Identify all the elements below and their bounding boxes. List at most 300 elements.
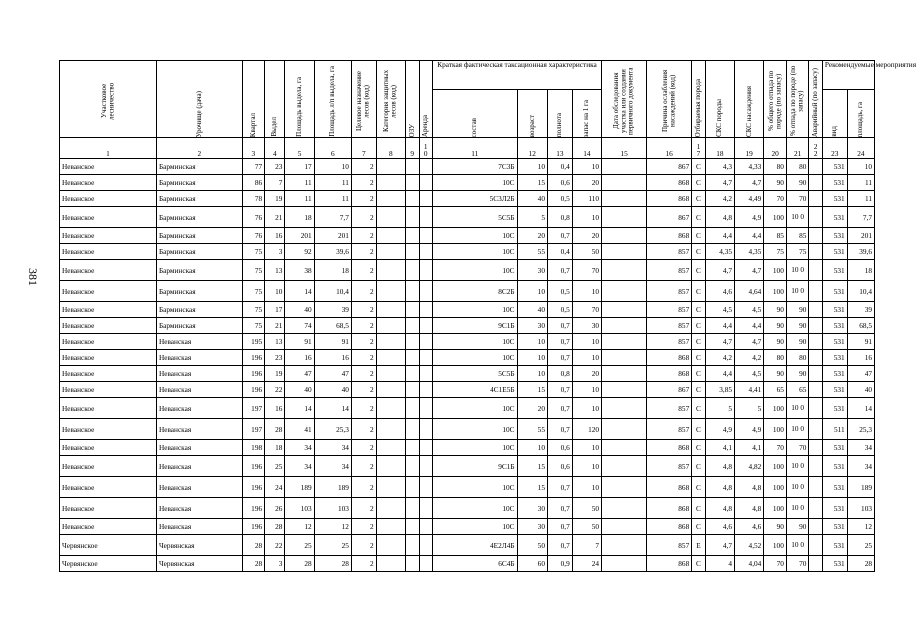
table-cell [376,382,405,398]
table-cell: 0,4 [547,159,572,175]
table-cell [405,334,419,350]
table-cell: 20 [517,228,547,244]
table-cell: 196 [242,477,265,498]
table-cell: 18 [847,260,874,281]
table-cell: 17 [285,159,314,175]
table-cell: 10 0 [786,281,809,302]
table-cell [376,159,405,175]
column-number: 2 [156,138,242,159]
table-cell: 16 [265,228,285,244]
table-row [60,440,875,456]
table-cell: Неванская [156,419,242,440]
table-cell: 868 [647,440,692,456]
header-cell: Площадь выдела, га [285,61,314,138]
table-cell: 4,41 [735,382,764,398]
table-cell: 30 [517,318,547,334]
table-cell: 531 [822,207,847,228]
table-cell: 10С [433,334,518,350]
table-cell: 3 [265,556,285,572]
table-cell [376,350,405,366]
table-cell [419,556,433,572]
header-cell: % отпада по породе (по запасу) [786,61,809,138]
table-cell: Барминская [156,159,242,175]
table-cell: С [692,175,706,191]
table-cell: С [692,440,706,456]
table-cell: 531 [822,519,847,535]
table-cell: 867 [647,159,692,175]
table-cell: 10 0 [786,498,809,519]
table-cell: 10С [433,228,518,244]
table-cell: 10 [572,350,601,366]
table-cell: 15 [517,382,547,398]
table-cell [419,535,433,556]
table-cell: 78 [242,191,265,207]
table-cell: 10С [433,350,518,366]
table-cell: 80 [786,159,809,175]
table-cell: 4,7 [705,535,734,556]
table-cell [809,318,823,334]
table-cell: 13 [265,260,285,281]
table-cell [602,366,647,382]
table-cell: 0,8 [547,207,572,228]
table-cell: Неванское [60,366,157,382]
table-cell: 531 [822,302,847,318]
table-cell [405,191,419,207]
table-cell: 70 [572,302,601,318]
table-cell: 189 [847,477,874,498]
header-cell: % общего отпада по породе (по запасу) [764,61,787,138]
table-cell: 16 [265,398,285,419]
table-cell: 4,6 [735,519,764,535]
table-cell [602,456,647,477]
table-cell [602,556,647,572]
column-number: 18 [705,138,734,159]
table-cell: 10 [572,159,601,175]
table-cell: Червянское [60,535,157,556]
table-cell: 10 [572,281,601,302]
table-row [60,281,875,302]
table-cell: 21 [265,318,285,334]
table-cell: 857 [647,334,692,350]
table-cell [376,302,405,318]
table-cell [602,477,647,498]
table-cell: 18 [314,260,351,281]
table-cell: 531 [822,398,847,419]
table-cell: 0,9 [547,556,572,572]
table-cell: 2 [351,281,376,302]
table-cell [809,302,823,318]
table-cell: 2 [351,175,376,191]
table-cell [419,519,433,535]
table-cell: 0,7 [547,419,572,440]
table-cell: 0,7 [547,398,572,419]
table-cell [419,440,433,456]
table-cell: 90 [764,175,787,191]
table-cell: 103 [314,498,351,519]
table-cell: 12 [847,519,874,535]
table-cell: 201 [847,228,874,244]
table-cell: 17 [265,302,285,318]
table-cell: 4С1Е5Б [433,382,518,398]
table-cell [809,191,823,207]
table-cell [419,334,433,350]
table-cell: 196 [242,456,265,477]
table-cell: 25,3 [314,419,351,440]
header-cell: СКС породы [705,61,734,138]
table-cell: 4,8 [705,456,734,477]
table-cell: 10 [517,159,547,175]
table-cell: 4,9 [705,419,734,440]
table-cell: 4,6 [705,281,734,302]
table-cell: 4,7 [735,260,764,281]
table-cell: 65 [786,382,809,398]
table-cell: 90 [786,366,809,382]
table-cell: 4,7 [705,175,734,191]
table-cell: 90 [786,334,809,350]
table-cell: 10 0 [786,398,809,419]
table-cell: 10 [572,207,601,228]
table-cell: С [692,244,706,260]
table-cell: Барминская [156,281,242,302]
table-cell: 25,3 [847,419,874,440]
table-cell: 9С1Б [433,456,518,477]
table-cell: 75 [242,302,265,318]
table-cell: С [692,350,706,366]
table-cell: 531 [822,228,847,244]
table-cell: Неванская [156,398,242,419]
table-cell: Барминская [156,318,242,334]
table-cell: 7С3Б [433,159,518,175]
table-cell: 39,6 [847,244,874,260]
table-cell: 15 [517,456,547,477]
table-cell: 4,33 [735,159,764,175]
table-cell: 4,7 [735,175,764,191]
table-cell: 4,35 [705,244,734,260]
table-cell [809,398,823,419]
table-cell: Неванская [156,366,242,382]
table-cell: 4,2 [705,191,734,207]
table-cell [405,302,419,318]
table-cell: 4Е2Л4Б [433,535,518,556]
table-cell: 80 [764,350,787,366]
table-cell: 110 [572,191,601,207]
table-cell: 47 [285,366,314,382]
table-cell: 41 [285,419,314,440]
column-number: 15 [602,138,647,159]
table-cell: 7,7 [847,207,874,228]
table-cell [405,382,419,398]
column-number-row [60,138,875,159]
table-cell: 40 [847,382,874,398]
table-cell: 0,6 [547,456,572,477]
table-cell: 4,4 [705,228,734,244]
table-cell: Барминская [156,207,242,228]
table-cell: 90 [764,519,787,535]
table-cell [602,382,647,398]
table-cell: 0,7 [547,535,572,556]
table-cell: 23 [265,350,285,366]
table-cell: 28 [265,519,285,535]
column-number: 2 2 [809,138,823,159]
table-cell [376,366,405,382]
table-body [60,159,875,572]
table-cell: 868 [647,498,692,519]
table-cell [405,419,419,440]
table-cell: 196 [242,382,265,398]
table-cell: 201 [314,228,351,244]
table-cell: 198 [242,440,265,456]
table-cell: 4,5 [735,302,764,318]
table-cell [602,244,647,260]
table-cell: 2 [351,519,376,535]
table-cell: Неванская [156,334,242,350]
table-cell: 90 [786,302,809,318]
table-cell: 14 [285,281,314,302]
table-cell: 531 [822,498,847,519]
table-cell: 34 [285,440,314,456]
table-cell: 531 [822,334,847,350]
table-cell [602,318,647,334]
table-cell [809,244,823,260]
table-cell: 28 [265,419,285,440]
table-cell: 50 [517,535,547,556]
table-cell [376,175,405,191]
table-cell: 868 [647,350,692,366]
table-cell: 16 [847,350,874,366]
table-cell: 4 [705,556,734,572]
table-cell [602,334,647,350]
table-cell: 90 [786,519,809,535]
table-cell: 40 [285,382,314,398]
table-cell: 10С [433,302,518,318]
table-cell: 5 [735,398,764,419]
column-number: 7 [351,138,376,159]
table-cell: 70 [786,556,809,572]
header-cell: Дата обследования участка или создания первичного документа [602,61,647,138]
table-cell: 20 [572,366,601,382]
table-cell: 34 [285,456,314,477]
table-cell: 2 [351,228,376,244]
table-cell: 10 [517,366,547,382]
table-cell: Неванское [60,398,157,419]
header-cell: Выдел [265,61,285,138]
table-cell: 4,5 [735,366,764,382]
table-cell: 4,49 [735,191,764,207]
table-cell [419,382,433,398]
table-cell [376,207,405,228]
table-cell: 0,7 [547,519,572,535]
table-cell: 511 [822,419,847,440]
table-cell: 4,9 [735,419,764,440]
table-cell [419,477,433,498]
table-cell: 0,7 [547,498,572,519]
table-cell: 20 [517,398,547,419]
table-cell [809,440,823,456]
header-cell: Причина ослабления насаждений (код) [647,61,692,138]
table-cell: 0,7 [547,350,572,366]
table-cell: Неванское [60,159,157,175]
table-cell: 868 [647,175,692,191]
table-cell: 50 [572,519,601,535]
table-cell: Неванское [60,477,157,498]
table-cell [376,191,405,207]
table-cell [419,366,433,382]
table-cell: 531 [822,456,847,477]
table-cell: Неванское [60,440,157,456]
table-cell: 4,7 [735,334,764,350]
table-cell: Неванская [156,440,242,456]
table-cell: 100 [764,477,787,498]
table-cell: С [692,477,706,498]
header-cell: Категория защитных лесов (код) [376,61,405,138]
table-cell: Неванская [156,519,242,535]
table-cell: 531 [822,281,847,302]
table-cell: 90 [764,334,787,350]
table-cell: 12 [285,519,314,535]
table-cell: 4,6 [705,519,734,535]
column-number: 20 [764,138,787,159]
table-cell: 75 [242,260,265,281]
header-cell: Квартал [242,61,265,138]
table-cell [602,207,647,228]
table-cell [419,398,433,419]
table-cell: 197 [242,419,265,440]
forest-inventory-table [59,60,916,572]
table-cell: Неванская [156,456,242,477]
table-cell: С [692,398,706,419]
table-cell: Червянская [156,556,242,572]
table-cell: Неванское [60,281,157,302]
table-cell: 70 [764,191,787,207]
table-cell: 34 [847,440,874,456]
table-cell: Неванское [60,207,157,228]
table-cell: 30 [572,318,601,334]
table-cell: С [692,556,706,572]
table-cell: 2 [351,334,376,350]
table-cell: 10 [517,281,547,302]
table-cell: 2 [351,398,376,419]
table-cell: 100 [764,419,787,440]
table-cell: 2 [351,419,376,440]
table-cell [809,159,823,175]
table-cell: 4,8 [705,477,734,498]
table-cell: С [692,302,706,318]
table-row [60,350,875,366]
table-row [60,382,875,398]
table-row [60,302,875,318]
table-cell: 3,85 [705,382,734,398]
table-cell [376,477,405,498]
table-cell: 3 [265,244,285,260]
table-cell [602,302,647,318]
header-cell: Площадь л/п выдела, га [314,61,351,138]
table-cell: 4,04 [735,556,764,572]
table-cell: Барминская [156,260,242,281]
table-cell: 2 [351,318,376,334]
table-cell: 13 [265,334,285,350]
table-cell: Е [692,535,706,556]
table-cell: Барминская [156,228,242,244]
table-cell: 0,7 [547,318,572,334]
table-cell: 11 [314,191,351,207]
table-cell: 25 [265,456,285,477]
header-cell: Участковое лесничество [60,61,157,138]
table-cell: 4,3 [705,159,734,175]
table-cell: 86 [242,175,265,191]
column-number: 1 [60,138,157,159]
table-cell: 531 [822,350,847,366]
table-cell: 28 [242,535,265,556]
table-cell: 85 [786,228,809,244]
table-cell: Неванское [60,498,157,519]
column-number: 11 [433,138,518,159]
table-cell: 75 [764,244,787,260]
table-cell: 91 [314,334,351,350]
table-cell: С [692,366,706,382]
table-cell [405,535,419,556]
table-cell: Неванское [60,260,157,281]
table-cell: 28 [847,556,874,572]
table-cell: С [692,191,706,207]
table-cell [419,302,433,318]
table-cell: 868 [647,477,692,498]
table-cell [405,398,419,419]
table-cell: 10 0 [786,260,809,281]
table-cell: 90 [764,366,787,382]
table-cell: 85 [764,228,787,244]
table-cell [405,281,419,302]
table-cell: 4,64 [735,281,764,302]
table-cell: 189 [285,477,314,498]
table-cell [405,228,419,244]
table-cell: 0,6 [547,175,572,191]
table-cell: 531 [822,191,847,207]
table-cell [405,498,419,519]
table-cell: 2 [351,535,376,556]
table-cell: Неванское [60,318,157,334]
table-cell: 10С [433,440,518,456]
table-cell: Барминская [156,191,242,207]
table-cell: 12 [314,519,351,535]
table-cell [405,350,419,366]
table-row [60,477,875,498]
table-cell: 10 [847,159,874,175]
table-cell: 10,4 [314,281,351,302]
table-cell [419,498,433,519]
table-cell: 39 [314,302,351,318]
table-cell: 4,5 [705,302,734,318]
header-cell: Аренда [419,61,433,138]
column-number: 3 [242,138,265,159]
table-cell: Барминская [156,175,242,191]
table-cell: 2 [351,382,376,398]
table-cell: Неванское [60,456,157,477]
table-row [60,159,875,175]
table-cell [809,334,823,350]
table-cell: 10С [433,398,518,419]
table-cell: 40 [314,382,351,398]
table-cell: 4,7 [705,334,734,350]
table-cell [419,207,433,228]
table-cell: 10С [433,260,518,281]
table-cell: С [692,228,706,244]
table-cell: С [692,281,706,302]
table-cell: 70 [764,556,787,572]
table-cell: 103 [847,498,874,519]
table-cell: 6С4Б [433,556,518,572]
table-cell: 65 [764,382,787,398]
table-cell [602,498,647,519]
